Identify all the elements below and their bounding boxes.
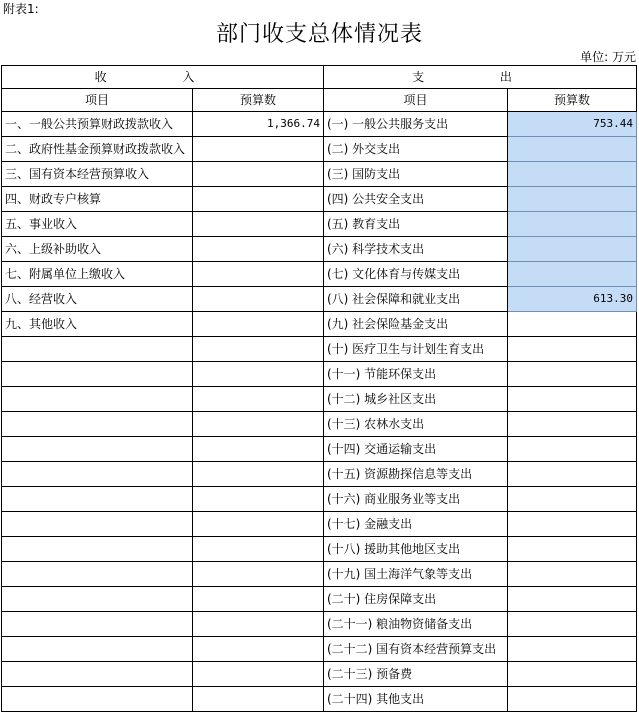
expense-value-cell[interactable] — [508, 237, 637, 262]
income-value-cell[interactable] — [193, 137, 324, 162]
table-row — [2, 137, 637, 162]
column-header-row — [2, 89, 637, 112]
income-value-cell[interactable] — [193, 512, 324, 537]
attachment-label: 附表1: — [3, 2, 39, 16]
income-item-cell[interactable]: 六、上级补助收入 — [2, 237, 193, 262]
income-item-cell[interactable] — [2, 462, 193, 487]
expense-item-cell[interactable]: (二) 外交支出 — [324, 137, 508, 162]
expense-item-cell[interactable]: (二十二) 国有资本经营预算支出 — [324, 637, 508, 662]
income-value-cell[interactable] — [193, 562, 324, 587]
table-row — [2, 687, 637, 712]
expense-value-cell[interactable] — [508, 562, 637, 587]
income-item-cell[interactable]: 二、政府性基金预算财政拨款收入 — [2, 137, 193, 162]
expense-value-cell[interactable] — [508, 537, 637, 562]
income-value-cell[interactable] — [193, 537, 324, 562]
income-item-cell[interactable]: 五、事业收入 — [2, 212, 193, 237]
income-item-cell[interactable]: 一、一般公共预算财政拨款收入 — [2, 112, 193, 137]
expense-item-cell[interactable]: (十七) 金融支出 — [324, 512, 508, 537]
expense-value-cell[interactable] — [508, 262, 637, 287]
table-row — [2, 437, 637, 462]
expense-value-cell[interactable]: 753.44 — [508, 112, 637, 137]
expense-value-cell[interactable] — [508, 337, 637, 362]
expense-item-cell[interactable]: (五) 教育支出 — [324, 212, 508, 237]
income-budget-header: 预算数 — [193, 89, 324, 112]
expense-item-cell[interactable]: (十二) 城乡社区支出 — [324, 387, 508, 412]
table-row — [2, 237, 637, 262]
expense-item-cell[interactable]: (十六) 商业服务业等支出 — [324, 487, 508, 512]
expense-item-cell[interactable]: (九) 社会保险基金支出 — [324, 312, 508, 337]
expense-item-cell[interactable]: (六) 科学技术支出 — [324, 237, 508, 262]
table-row — [2, 587, 637, 612]
income-value-cell[interactable] — [193, 362, 324, 387]
expense-item-cell[interactable]: (一) 一般公共服务支出 — [324, 112, 508, 137]
table-body — [2, 112, 637, 712]
table-row — [2, 337, 637, 362]
income-value-cell[interactable] — [193, 187, 324, 212]
income-value-cell[interactable]: 1,366.74 — [193, 112, 324, 137]
income-item-cell[interactable]: 七、附属单位上缴收入 — [2, 262, 193, 287]
expense-item-cell[interactable]: (四) 公共安全支出 — [324, 187, 508, 212]
expense-item-cell[interactable]: (十八) 援助其他地区支出 — [324, 537, 508, 562]
expense-value-cell[interactable] — [508, 387, 637, 412]
income-value-cell[interactable] — [193, 312, 324, 337]
income-item-cell[interactable] — [2, 662, 193, 687]
table-row — [2, 662, 637, 687]
income-item-cell[interactable]: 九、其他收入 — [2, 312, 193, 337]
expense-value-cell[interactable] — [508, 412, 637, 437]
income-item-cell[interactable] — [2, 412, 193, 437]
expense-item-cell[interactable]: (十) 医疗卫生与计划生育支出 — [324, 337, 508, 362]
income-value-cell[interactable] — [193, 337, 324, 362]
income-item-cell[interactable] — [2, 337, 193, 362]
table-row — [2, 112, 637, 137]
table-row — [2, 562, 637, 587]
income-value-cell[interactable] — [193, 387, 324, 412]
income-item-cell[interactable] — [2, 437, 193, 462]
table-row — [2, 287, 637, 312]
expense-section-header: 支 出 — [324, 66, 637, 89]
income-value-cell[interactable] — [193, 487, 324, 512]
unit-label: 单位: 万元 — [580, 50, 636, 64]
income-value-cell[interactable] — [193, 287, 324, 312]
income-item-cell[interactable]: 八、经营收入 — [2, 287, 193, 312]
table-row — [2, 362, 637, 387]
expense-item-cell[interactable]: (七) 文化体育与传媒支出 — [324, 262, 508, 287]
income-value-cell[interactable] — [193, 637, 324, 662]
table-row — [2, 512, 637, 537]
income-item-cell[interactable] — [2, 537, 193, 562]
table-row — [2, 312, 637, 337]
income-item-cell[interactable] — [2, 512, 193, 537]
table-row — [2, 487, 637, 512]
expense-value-cell[interactable] — [508, 212, 637, 237]
expense-value-cell[interactable] — [508, 637, 637, 662]
expense-item-header: 项目 — [324, 89, 508, 112]
expense-item-cell[interactable]: (十三) 农林水支出 — [324, 412, 508, 437]
table-row — [2, 412, 637, 437]
income-item-cell[interactable] — [2, 562, 193, 587]
table-row — [2, 162, 637, 187]
table-row — [2, 262, 637, 287]
income-value-cell[interactable] — [193, 687, 324, 712]
table-row — [2, 637, 637, 662]
expense-item-cell[interactable]: (三) 国防支出 — [324, 162, 508, 187]
income-value-cell[interactable] — [193, 612, 324, 637]
income-item-cell[interactable]: 三、国有资本经营预算收入 — [2, 162, 193, 187]
income-value-cell[interactable] — [193, 412, 324, 437]
expense-item-cell[interactable]: (十九) 国土海洋气象等支出 — [324, 562, 508, 587]
expense-value-cell[interactable] — [508, 612, 637, 637]
income-item-header: 项目 — [2, 89, 193, 112]
income-value-cell[interactable] — [193, 462, 324, 487]
expense-item-cell[interactable]: (十四) 交通运输支出 — [324, 437, 508, 462]
income-value-cell[interactable] — [193, 212, 324, 237]
income-value-cell[interactable] — [193, 587, 324, 612]
expense-value-cell[interactable] — [508, 662, 637, 687]
expense-value-cell[interactable] — [508, 162, 637, 187]
expense-item-cell[interactable]: (十五) 资源勘探信息等支出 — [324, 462, 508, 487]
table-row — [2, 387, 637, 412]
expense-item-cell[interactable]: (二十三) 预备费 — [324, 662, 508, 687]
income-value-cell[interactable] — [193, 437, 324, 462]
income-item-cell[interactable] — [2, 362, 193, 387]
expense-item-cell[interactable]: (十一) 节能环保支出 — [324, 362, 508, 387]
income-item-cell[interactable] — [2, 387, 193, 412]
expense-value-cell[interactable] — [508, 587, 637, 612]
expense-value-cell[interactable] — [508, 187, 637, 212]
income-item-cell[interactable] — [2, 687, 193, 712]
income-value-cell[interactable] — [193, 262, 324, 287]
expense-value-cell[interactable] — [508, 687, 637, 712]
expense-item-cell[interactable]: (二十一) 粮油物资储备支出 — [324, 612, 508, 637]
income-item-cell[interactable] — [2, 637, 193, 662]
section-header-row — [2, 66, 637, 89]
expense-value-cell[interactable] — [508, 512, 637, 537]
expense-value-cell[interactable] — [508, 437, 637, 462]
table-row — [2, 537, 637, 562]
expense-item-cell[interactable]: (二十) 住房保障支出 — [324, 587, 508, 612]
table-row — [2, 212, 637, 237]
expense-value-cell[interactable]: 613.30 — [508, 287, 637, 312]
income-value-cell[interactable] — [193, 237, 324, 262]
income-item-cell[interactable] — [2, 612, 193, 637]
table-row — [2, 462, 637, 487]
expense-value-cell[interactable] — [508, 462, 637, 487]
table-row — [2, 612, 637, 637]
income-value-cell[interactable] — [193, 662, 324, 687]
expense-item-cell[interactable]: (八) 社会保障和就业支出 — [324, 287, 508, 312]
income-item-cell[interactable]: 四、财政专户核算 — [2, 187, 193, 212]
expense-value-cell[interactable] — [508, 487, 637, 512]
table-row — [2, 187, 637, 212]
expense-value-cell[interactable] — [508, 362, 637, 387]
income-value-cell[interactable] — [193, 162, 324, 187]
income-section-header: 收 入 — [2, 66, 324, 89]
expense-value-cell[interactable] — [508, 137, 637, 162]
expense-item-cell[interactable]: (二十四) 其他支出 — [324, 687, 508, 712]
page-title: 部门收支总体情况表 — [215, 22, 423, 47]
expense-budget-header: 预算数 — [508, 89, 637, 112]
income-item-cell[interactable] — [2, 487, 193, 512]
income-item-cell[interactable] — [2, 587, 193, 612]
budget-table — [1, 65, 637, 712]
expense-value-cell[interactable] — [508, 312, 637, 337]
